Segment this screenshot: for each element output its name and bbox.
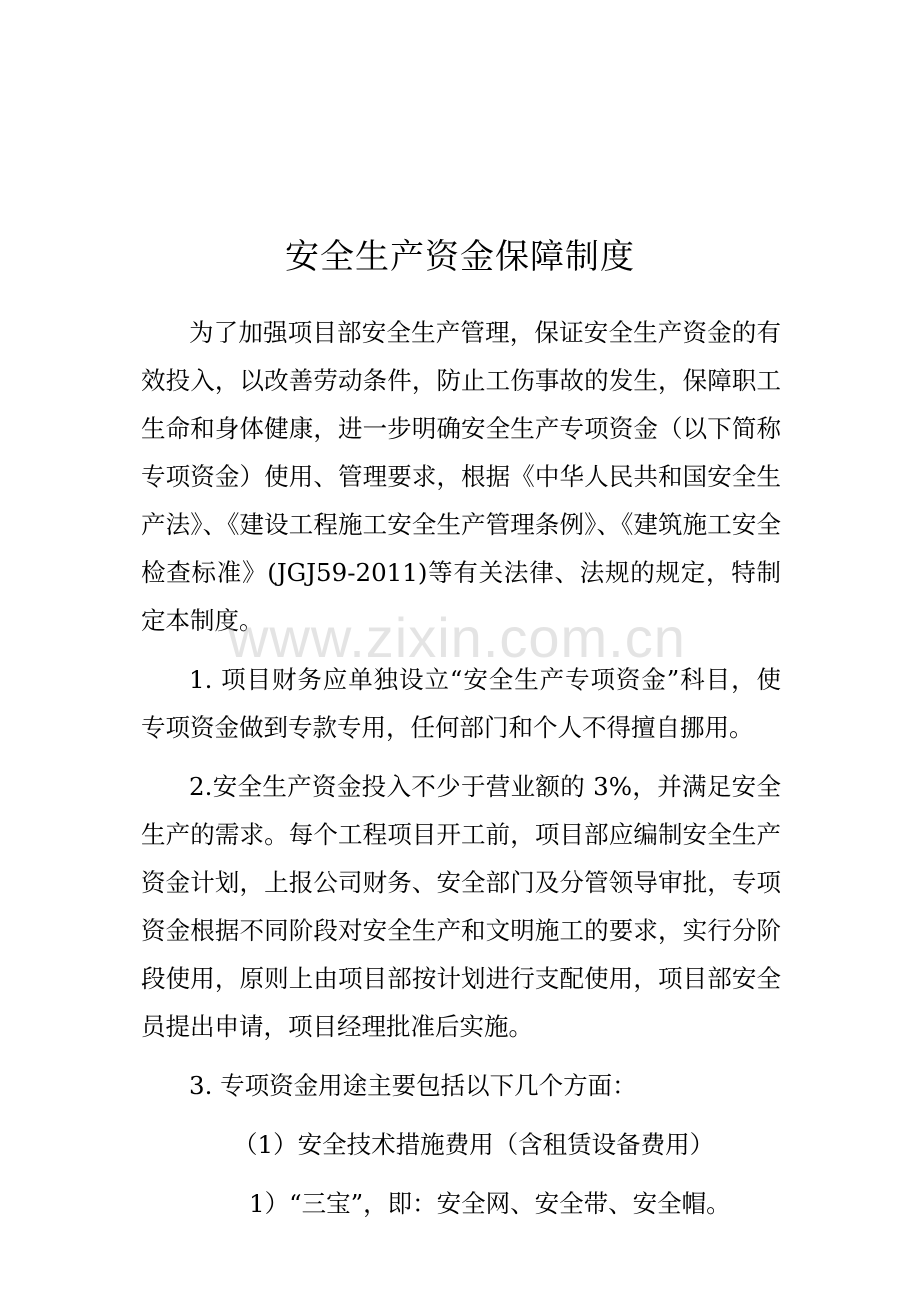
paragraph-item-1: 1. 项目财务应单独设立“安全生产专项资金”科目，使专项资金做到专款专用，任何部门和个人不得擅自挪用。 xyxy=(141,665,781,742)
watermark-text: www.zixin.com.cn xyxy=(228,606,686,669)
document-body xyxy=(141,309,781,1228)
paragraph-subitem-1-1: 1）“三宝”，即：安全网、安全带、安全帽。 xyxy=(249,1189,731,1218)
document-title: 安全生产资金保障制度 xyxy=(285,236,635,277)
paragraph-item-3: 3. 专项资金用途主要包括以下几个方面： xyxy=(189,1071,637,1100)
paragraph-item-2: 2.安全生产资金投入不少于营业额的 3%，并满足安全生产的需求。每个工程项目开工前，项目部应编制安全生产资金计划，上报公司财务、安全部门及分管领导审批，专项资金根据不同阶段对安全生产和文明施工的要求，实行分阶段使用，原则上由项目部按计划进行支配使用，项目部安全员提出申请，项目经理批准后实施。 xyxy=(141,772,781,1041)
paragraph-subitem-1: （1）安全技术措施费用（含租赁设备费用） xyxy=(233,1130,715,1159)
paragraph-intro: 为了加强项目部安全生产管理，保证安全生产资金的有效投入，以改善劳动条件，防止工伤事故的发生，保障职工生命和身体健康，进一步明确安全生产专项资金（以下简称专项资金）使用、管理要求，根据《中华人民共和国安全生产法》、《建设工程施工安全生产管理条例》、《建筑施工安全检查标准》(JGJ59-2011)等有关法律、法规的规定，特制定本制度。 xyxy=(141,318,781,635)
